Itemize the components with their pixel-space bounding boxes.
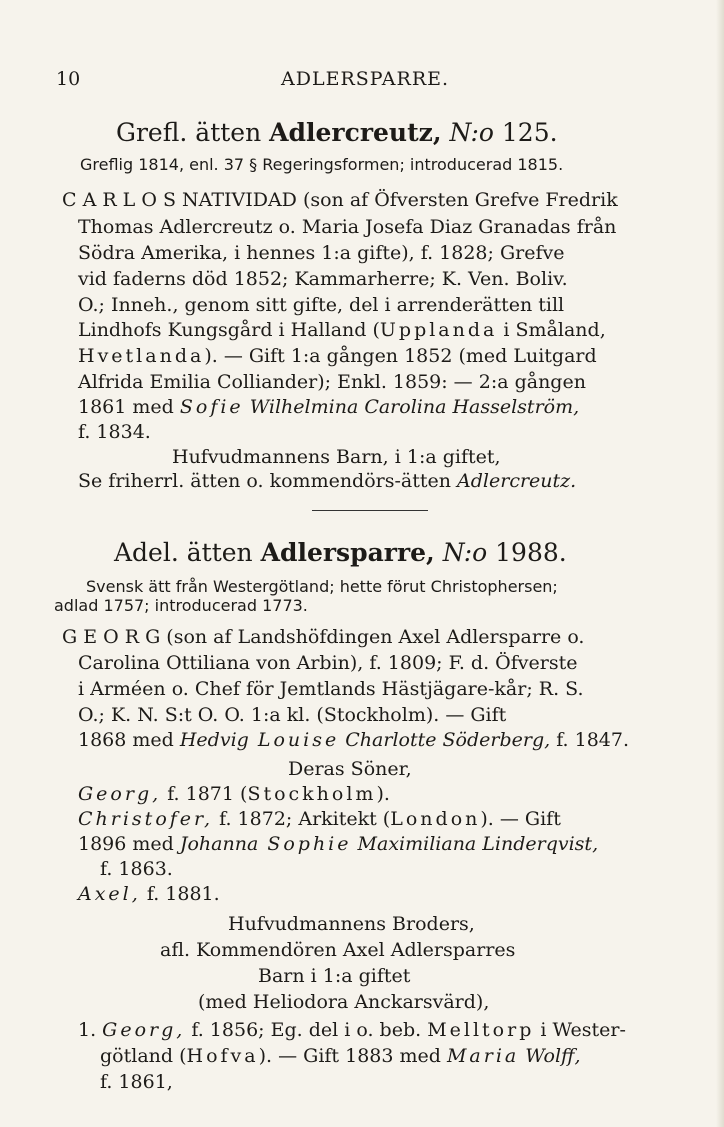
section-meta: Svensk ätt från Westergötland; hette förut Christophersen;: [86, 577, 558, 596]
entry-line: Lindhofs Kungsgård i Halland (Upplanda i Småland,: [78, 319, 606, 341]
entry-line: Carolina Ottiliana von Arbin), f. 1809; F. d. Öfverste: [78, 652, 578, 674]
person-name: Charlotte Söderberg,: [339, 729, 551, 751]
person-name: Sofie: [179, 396, 244, 418]
entry-line: C A R L O S NATIVIDAD (son af Öfversten Grefve Fredrik: [62, 189, 618, 211]
entry-line: O.; K. N. S:t O. O. 1:a kl. (Stockholm). — Gift: [78, 704, 507, 726]
person-name: Georg,: [78, 783, 162, 805]
person-name: Johanna: [179, 833, 259, 855]
entry-line: Axel, f. 1881.: [78, 883, 220, 905]
person-name: Wolff,: [519, 1045, 581, 1067]
family-name: Adlersparre,: [260, 538, 435, 567]
place-name: Hofva: [186, 1045, 259, 1067]
entry-line: 1868 med Hedvig Louise Charlotte Söderberg, f. 1847.: [78, 729, 630, 751]
person-name: Christofer,: [78, 808, 214, 830]
entry-line: Alfrida Emilia Colliander); Enkl. 1859: — 2:a gången: [78, 371, 586, 393]
subheading: (med Heliodora Anckarsvärd),: [198, 991, 490, 1013]
person-name: Axel,: [78, 883, 141, 905]
entry-line: i Arméen o. Chef för Jemtlands Hästjägare-kår; R. S.: [78, 678, 584, 700]
family-name-ref: Adlercreutz.: [457, 470, 577, 492]
title-prefix: Adel. ätten: [114, 538, 253, 567]
family-number: 1988.: [495, 538, 567, 567]
number-label: N:o: [449, 118, 494, 147]
entry-line: f. 1834.: [78, 421, 151, 443]
person-name: Maximiliana Linderqvist,: [351, 833, 599, 855]
person-name: Hedvig: [179, 729, 249, 751]
place-name: Hvetlanda: [78, 345, 205, 367]
section-title-adlersparre: [114, 540, 567, 565]
entry-line: 1896 med Johanna Sophie Maximiliana Linderqvist,: [78, 833, 599, 855]
entry-line: f. 1863.: [100, 858, 173, 880]
family-name: Adlercreutz,: [269, 118, 442, 147]
person-name: Louise: [248, 729, 340, 751]
entry-line: Georg, f. 1871 (Stockholm).: [78, 783, 390, 805]
subheading: Hufvudmannens Broders,: [228, 913, 475, 935]
section-meta: adlad 1757; introducerad 1773.: [54, 596, 308, 615]
entry-line: O.; Inneh., genom sitt gifte, del i arrenderätten till: [78, 294, 565, 316]
entry-line: vid faderns död 1852; Kammarherre; K. Ven. Boliv.: [78, 268, 568, 290]
person-name: Maria: [446, 1045, 520, 1067]
subheading: Hufvudmannens Barn, i 1:a giftet,: [172, 446, 501, 468]
person-name: Wilhelmina Carolina Hasselström,: [243, 396, 580, 418]
place-name: Upplanda: [379, 319, 498, 341]
subheading: Deras Söner,: [288, 758, 412, 780]
entry-line: Thomas Adlercreutz o. Maria Josefa Diaz Granadas från: [78, 216, 617, 238]
entry-line: Se friherrl. ätten o. kommendörs-ätten Adlercreutz.: [78, 470, 577, 492]
entry-line: Södra Amerika, i hennes 1:a gifte), f. 1828; Grefve: [78, 242, 565, 264]
page-edge: [716, 0, 724, 1127]
place-name: Melltorp: [427, 1019, 535, 1041]
entry-line: G E O R G (son af Landshöfdingen Axel Adlersparre o.: [62, 626, 585, 648]
entry-line: 1861 med Sofie Wilhelmina Carolina Hasselström,: [78, 396, 580, 418]
page-number: 10: [56, 68, 81, 90]
entry-line: 1. Georg, f. 1856; Eg. del i o. beb. Melltorp i Wester-: [78, 1019, 626, 1041]
number-label: N:o: [442, 538, 488, 567]
subheading: afl. Kommendören Axel Adlersparres: [160, 939, 516, 961]
section-title-adlercreutz: [116, 120, 558, 145]
place-name: London: [390, 808, 481, 830]
title-prefix: Grefl. ätten: [116, 118, 262, 147]
section-meta: Greflig 1814, enl. 37 § Regeringsformen; introducerad 1815.: [80, 155, 564, 174]
subheading: Barn i 1:a giftet: [258, 965, 411, 987]
entry-line: götland (Hofva). — Gift 1883 med Maria Wolff,: [100, 1045, 581, 1067]
entry-line: Hvetlanda). — Gift 1:a gången 1852 (med Luitgard: [78, 345, 597, 367]
place-name: Stockholm: [247, 783, 377, 805]
person-name: Sophie: [258, 833, 352, 855]
entry-line: Christofer, f. 1872; Arkitekt (London). — Gift: [78, 808, 561, 830]
person-name: Georg,: [102, 1019, 186, 1041]
section-divider: [312, 510, 428, 511]
family-number: 125.: [501, 118, 558, 147]
entry-line: f. 1861,: [100, 1071, 173, 1093]
running-title: ADLERSPARRE.: [281, 68, 450, 90]
